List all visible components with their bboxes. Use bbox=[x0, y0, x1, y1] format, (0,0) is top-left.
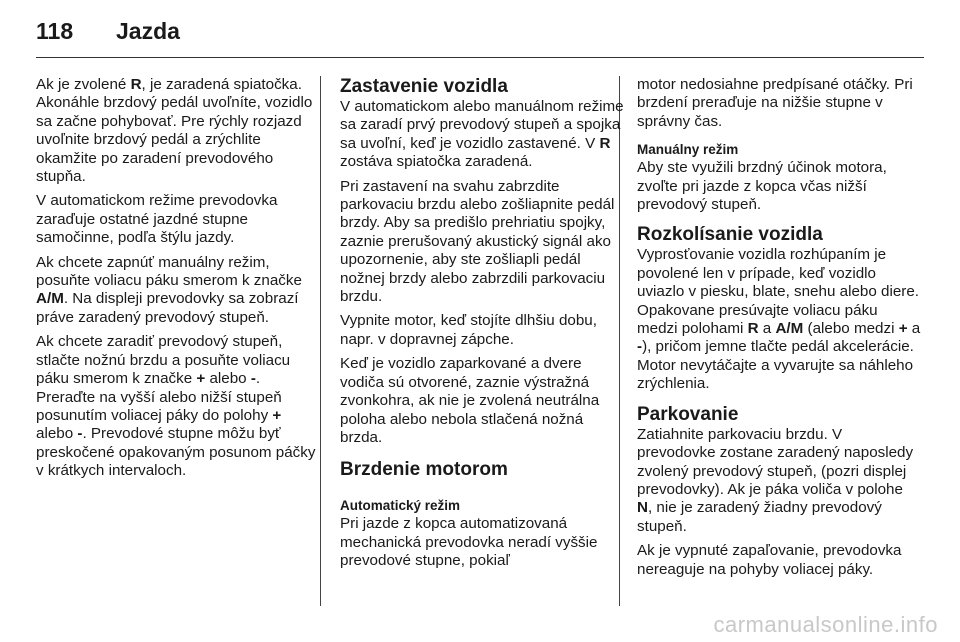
paragraph: Zatiahnite parkovaciu brzdu. V prevodovke zostane zaradený naposledy zvolený prevodový stupeň, (pozri displej prevodovky). Ak je páka voliča v polohe N, nie je zaradený žiadny prevodový stupeň. bbox=[637, 425, 914, 535]
paragraph: motor nedosiahne predpísané otáčky. Pri brzdení preraďuje na nižšie stupne v správny čas. bbox=[637, 76, 913, 130]
paragraph: Ak je zvolené R, je zaradená spiatočka. Akonáhle brzdový pedál uvoľníte, vozidlo sa začne pohybovať. Pre rýchly rozjazd uvoľnite brzdový pedál a zrýchlite okamžite po zaradení prevodového stupňa. bbox=[36, 76, 313, 186]
paragraph: Ak chcete zapnúť manuálny režim, posuňte voliacu páku smerom k značke A/M. Na displeji prevodovky sa zobrazí práve zaradený prevodový stupeň. bbox=[36, 253, 302, 326]
subheading-automatic: Automatický režim bbox=[340, 498, 461, 514]
header-rule bbox=[36, 57, 924, 58]
section-heading-parking: Parkovanie bbox=[637, 403, 739, 425]
paragraph: V automatickom režime prevodovka zaraďuje ostatné jazdné stupne samočinne, podľa štýlu jazdy. bbox=[36, 192, 278, 247]
column-1 bbox=[36, 76, 321, 487]
column-2 bbox=[340, 76, 625, 577]
page-number: 118 bbox=[36, 18, 74, 44]
page-header bbox=[36, 18, 180, 48]
paragraph: Vypnite motor, keď stojíte dlhšiu dobu, napr. v dopravnej zápche. bbox=[340, 312, 597, 348]
paragraph: Pri zastavení na svahu zabrzdite parkovaciu brzdu alebo zošliapnite pedál brzdy. Aby sa predišlo prehriatiu spojky, zaznie prerušovaný akustický signál ako upozornenie, aby ste zošliapli pedál nožnej brzdy alebo zabrzdili parkovaciu brzdu. bbox=[340, 177, 615, 306]
section-heading-stop: Zastavenie vozidla bbox=[340, 76, 508, 97]
paragraph: V automatickom alebo manuálnom režime sa zaradí prvý prevodový stupeň a spojka sa uvoľní, keď je vozidlo zastavené. V R zostáva spiatočka zaradená. bbox=[340, 98, 624, 171]
column-3 bbox=[637, 76, 922, 585]
section-heading-engine-braking: Brzdenie motorom bbox=[340, 459, 508, 481]
watermark: carmanualsonline.info bbox=[713, 612, 938, 637]
page-title: Jazda bbox=[116, 18, 180, 44]
paragraph: Aby ste využili brzdný účinok motora, zvoľte pri jazde z kopca včas nižší prevodový stupeň. bbox=[637, 159, 887, 214]
paragraph: Keď je vozidlo zaparkované a dvere vodiča sú otvorené, zaznie výstražná zvonkohra, ak nie je zvolená neutrálna poloha alebo nebola stlačená nožná brzda. bbox=[340, 355, 600, 446]
paragraph: Ak je vypnuté zapaľovanie, prevodovka nereaguje na pohyby voliacej páky. bbox=[637, 542, 902, 578]
paragraph: Pri jazde z kopca automatizovaná mechanická prevodovka neradí vyššie prevodové stupne, pokiaľ bbox=[340, 515, 598, 570]
subheading-manual: Manuálny režim bbox=[637, 142, 739, 158]
paragraph: Ak chcete zaradiť prevodový stupeň, stlačte nožnú brzdu a posuňte voliacu páku smerom k značke + alebo -. Preraďte na vyšší alebo nižší stupeň posunutím voliacej páky do polohy + alebo -. Prevodové stupne môžu byť preskočené opakovaným posunom páčky v krátkych intervaloch. bbox=[36, 333, 316, 480]
section-heading-rocking: Rozkolísanie vozidla bbox=[637, 224, 823, 246]
paragraph: Vyprosťovanie vozidla rozhúpaním je povolené len v prípade, keď vozidlo uviazlo v piesku, blate, snehu alebo diere. Opakovane presúvajte voliacu páku medzi polohami R a A/M (alebo medzi + a -), pričom jemne tlačte pedál akcelerácie. Motor nevytáčajte a vyvarujte sa náhleho zrýchlenia. bbox=[637, 246, 921, 393]
